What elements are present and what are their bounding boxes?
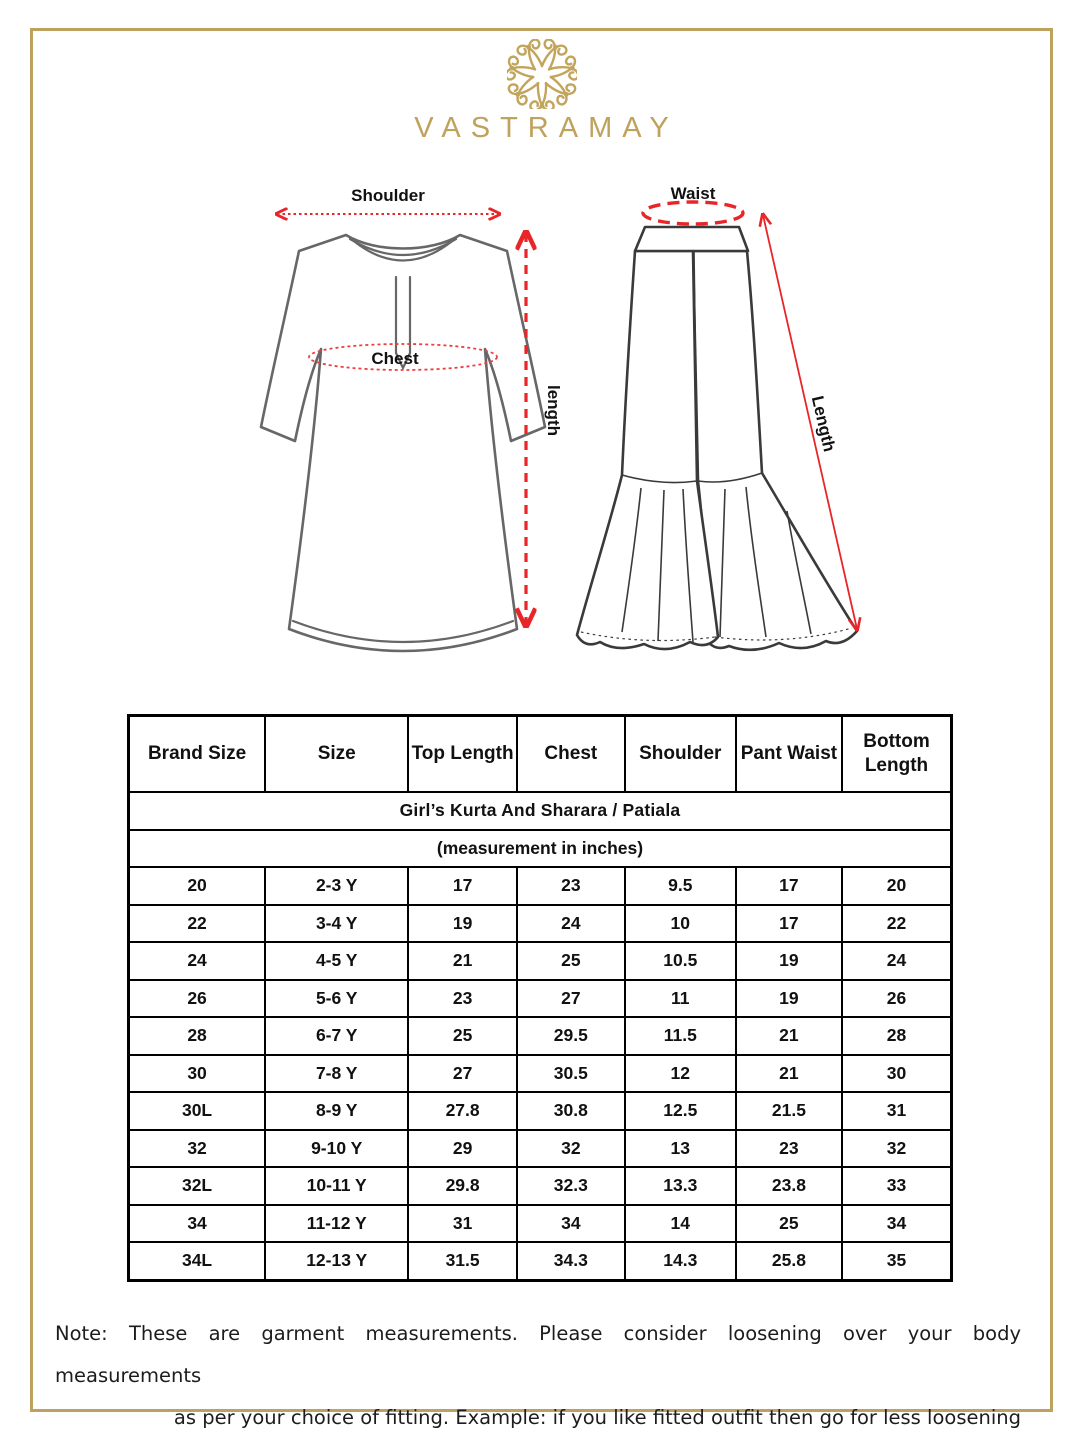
table-row	[129, 980, 952, 1018]
kurta-outline	[261, 235, 545, 651]
table-cell: 30.5	[517, 1055, 625, 1093]
table-row	[129, 1205, 952, 1243]
table-title: Girl’s Kurta And Sharara / Patiala	[129, 792, 952, 830]
column-header-shoulder: Shoulder	[625, 716, 736, 793]
column-header-size: Size	[265, 716, 408, 793]
table-cell: 34	[517, 1205, 625, 1243]
table-row	[129, 867, 952, 905]
table-cell: 33	[842, 1167, 952, 1205]
table-cell: 30	[842, 1055, 952, 1093]
table-cell: 13.3	[625, 1167, 736, 1205]
table-cell: 12	[625, 1055, 736, 1093]
table-cell: 6-7 Y	[265, 1017, 408, 1055]
table-cell: 22	[129, 905, 266, 943]
table-row	[129, 1130, 952, 1168]
table-cell: 30L	[129, 1092, 266, 1130]
table-row	[129, 942, 952, 980]
table-row	[129, 1092, 952, 1130]
table-cell: 32.3	[517, 1167, 625, 1205]
table-cell: 10-11 Y	[265, 1167, 408, 1205]
table-cell: 32	[842, 1130, 952, 1168]
sharara-diagram	[565, 185, 887, 690]
table-cell: 26	[129, 980, 266, 1018]
table-cell: 7-8 Y	[265, 1055, 408, 1093]
table-cell: 31	[842, 1092, 952, 1130]
sharara-waistband	[635, 227, 748, 251]
measurement-note	[55, 1313, 1021, 1439]
table-cell: 32L	[129, 1167, 266, 1205]
table-cell: 12.5	[625, 1092, 736, 1130]
table-cell: 2-3 Y	[265, 867, 408, 905]
table-cell: 17	[408, 867, 517, 905]
table-cell: 11	[625, 980, 736, 1018]
note-line-2: as per your choice of fitting. Example: if you like fitted outfit then go for less loosening	[173, 1405, 1021, 1429]
logo-swirl-motif	[517, 44, 566, 66]
brand-logo-icon	[507, 39, 577, 109]
table-cell: 23	[408, 980, 517, 1018]
table-cell: 9.5	[625, 867, 736, 905]
table-cell: 14.3	[625, 1242, 736, 1280]
kurta-diagram	[243, 185, 565, 690]
table-row	[129, 1167, 952, 1205]
table-cell: 21	[736, 1055, 842, 1093]
table-cell: 28	[129, 1017, 266, 1055]
table-cell: 34L	[129, 1242, 266, 1280]
table-cell: 28	[842, 1017, 952, 1055]
table-header-row	[129, 716, 952, 793]
size-table-body	[129, 867, 952, 1280]
column-header-chest: Chest	[517, 716, 625, 793]
column-header-bottom-length: Bottom Length	[842, 716, 952, 793]
table-cell: 22	[842, 905, 952, 943]
table-cell: 20	[129, 867, 266, 905]
kurta-chest-label: Chest	[371, 349, 419, 368]
table-cell: 31.5	[408, 1242, 517, 1280]
table-cell: 34	[842, 1205, 952, 1243]
table-cell: 17	[736, 905, 842, 943]
table-cell: 21.5	[736, 1092, 842, 1130]
table-cell: 19	[736, 980, 842, 1018]
waist-ellipse	[643, 202, 743, 224]
table-cell: 29.8	[408, 1167, 517, 1205]
table-cell: 34.3	[517, 1242, 625, 1280]
table-row	[129, 905, 952, 943]
table-row	[129, 1055, 952, 1093]
table-cell: 11.5	[625, 1017, 736, 1055]
table-cell: 30	[129, 1055, 266, 1093]
table-cell: 27.8	[408, 1092, 517, 1130]
table-cell: 21	[408, 942, 517, 980]
table-cell: 10	[625, 905, 736, 943]
table-cell: 13	[625, 1130, 736, 1168]
table-cell: 27	[408, 1055, 517, 1093]
table-row	[129, 1017, 952, 1055]
brand-header	[33, 31, 1050, 145]
table-cell: 32	[517, 1130, 625, 1168]
table-cell: 23	[736, 1130, 842, 1168]
size-chart-table	[127, 714, 953, 1282]
table-cell: 5-6 Y	[265, 980, 408, 1018]
page-gold-frame	[30, 28, 1053, 1429]
table-cell: 27	[517, 980, 625, 1018]
column-header-pant-waist: Pant Waist	[736, 716, 842, 793]
brand-wordmark: VASTRAMAY	[414, 112, 679, 144]
table-cell: 9-10 Y	[265, 1130, 408, 1168]
table-subtitle-row	[129, 830, 952, 868]
table-cell: 35	[842, 1242, 952, 1280]
table-cell: 30.8	[517, 1092, 625, 1130]
kurta-length-label: length	[544, 385, 563, 436]
column-header-top-length: Top Length	[408, 716, 517, 793]
note-line-1: Note: These are garment measurements. Please consider loosening over your body measurements	[55, 1321, 1021, 1387]
table-cell: 10.5	[625, 942, 736, 980]
table-cell: 24	[842, 942, 952, 980]
table-cell: 29	[408, 1130, 517, 1168]
table-cell: 31	[408, 1205, 517, 1243]
table-cell: 23.8	[736, 1167, 842, 1205]
table-cell: 20	[842, 867, 952, 905]
table-cell: 4-5 Y	[265, 942, 408, 980]
table-cell: 17	[736, 867, 842, 905]
table-cell: 19	[736, 942, 842, 980]
kurta-shoulder-label: Shoulder	[351, 186, 425, 205]
table-title-row	[129, 792, 952, 830]
table-cell: 21	[736, 1017, 842, 1055]
table-row	[129, 1242, 952, 1280]
table-subtitle: (measurement in inches)	[129, 830, 952, 868]
table-cell: 25	[517, 942, 625, 980]
column-header-brand-size: Brand Size	[129, 716, 266, 793]
table-cell: 26	[842, 980, 952, 1018]
table-cell: 25	[736, 1205, 842, 1243]
table-cell: 29.5	[517, 1017, 625, 1055]
table-cell: 34	[129, 1205, 266, 1243]
sharara-waist-label: Waist	[670, 185, 716, 203]
measurement-diagrams	[243, 185, 888, 690]
table-cell: 23	[517, 867, 625, 905]
table-cell: 12-13 Y	[265, 1242, 408, 1280]
table-cell: 8-9 Y	[265, 1092, 408, 1130]
table-cell: 3-4 Y	[265, 905, 408, 943]
table-cell: 24	[517, 905, 625, 943]
table-cell: 14	[625, 1205, 736, 1243]
table-cell: 32	[129, 1130, 266, 1168]
table-cell: 19	[408, 905, 517, 943]
sharara-length-label: Length	[807, 394, 839, 454]
table-cell: 25	[408, 1017, 517, 1055]
table-cell: 24	[129, 942, 266, 980]
table-cell: 25.8	[736, 1242, 842, 1280]
table-cell: 11-12 Y	[265, 1205, 408, 1243]
